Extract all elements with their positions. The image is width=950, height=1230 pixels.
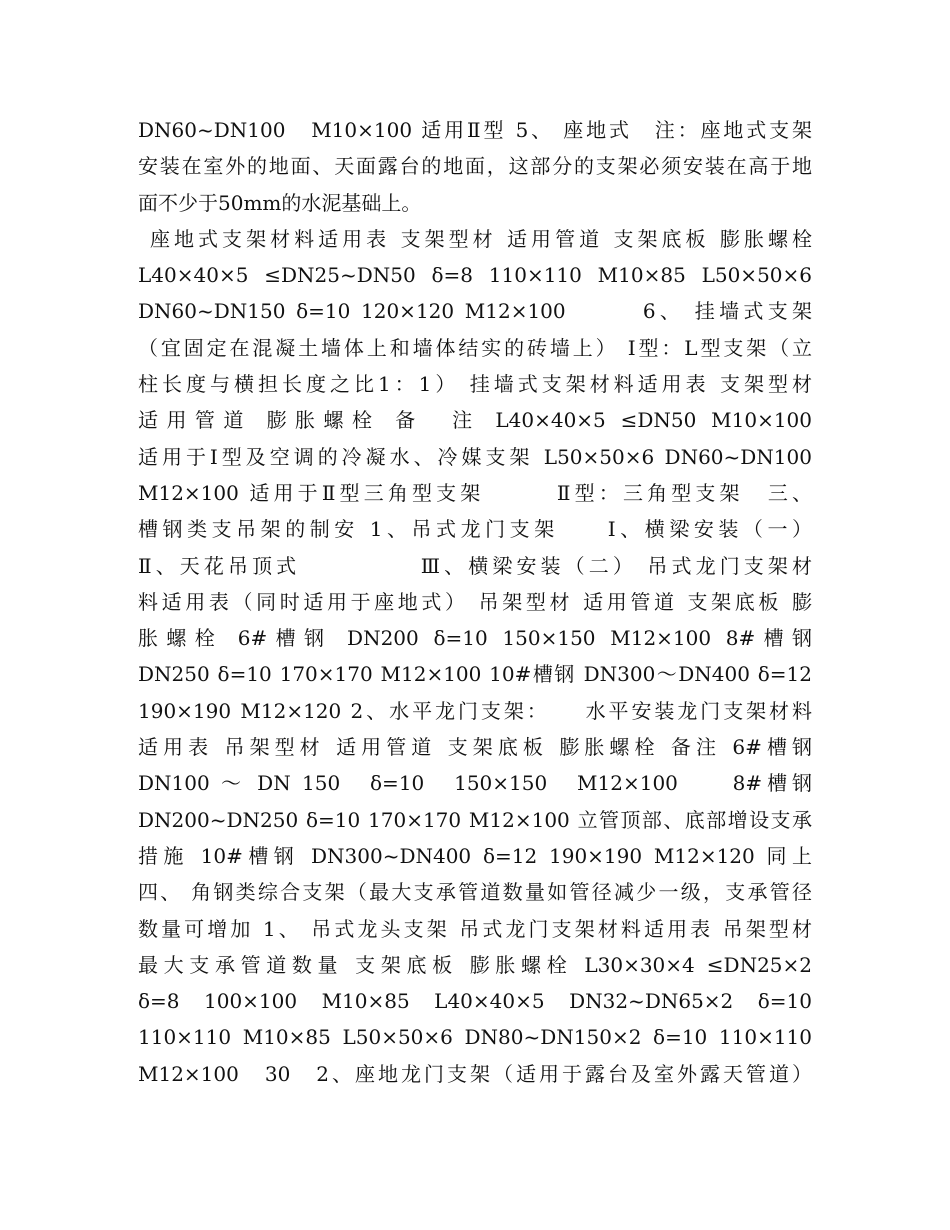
text-line: M12×100 30 2、座地龙门支架（适用于露台及室外露天管道） — [138, 1061, 812, 1086]
text-line: 座地式支架材料适用表 支架型材 适用管道 支架底板 膨胀螺栓 — [150, 226, 812, 251]
text-line: DN60~DN150 δ=10 120×120 M12×100 6、 挂墙式支架 — [138, 299, 812, 324]
text-line: M12×100 适用于Ⅱ型三角型支架 Ⅱ型：三角型支架 三、 — [138, 480, 812, 505]
text-line: 四、 角钢类综合支架（最大支承管道数量如管径减少一级，支承管径 — [138, 880, 812, 905]
text-line: 柱长度与横担长度之比1：1） 挂墙式支架材料适用表 支架型材 — [138, 372, 812, 397]
text-line: Ⅱ、天花吊顶式 Ⅲ、横梁安装（二） 吊式龙门支架材 — [138, 553, 812, 578]
text-line: 适用表 吊架型材 适用管道 支架底板 膨胀螺栓 备注 6#槽钢 — [138, 735, 812, 760]
text-line: 数量可增加 1、 吊式龙头支架 吊式龙门支架材料适用表 吊架型材 — [138, 916, 812, 941]
text-line: DN250 δ=10 170×170 M12×100 10#槽钢 DN300～DN400 δ=12 — [138, 662, 812, 687]
text-line: DN100 ～ DN 150 δ=10 150×150 M12×100 8#槽钢 — [138, 771, 812, 796]
text-line: 适用于Ⅰ型及空调的冷凝水、冷媒支架 L50×50×6 DN60~DN100 — [138, 444, 812, 469]
body-text — [138, 112, 812, 1092]
text-line: 胀螺栓 6#槽钢 DN200 δ=10 150×150 M12×100 8#槽钢 — [138, 626, 812, 651]
text-line: DN60~DN100 M10×100 适用Ⅱ型 5、 座地式 注：座地式支架 — [138, 118, 812, 142]
text-line: 槽钢类支吊架的制安 1、吊式龙门支架 Ⅰ、横梁安装（一） — [138, 517, 812, 542]
text-line: 190×190 M12×120 2、水平龙门支架： 水平安装龙门支架材料 — [138, 698, 812, 723]
text-line: 措施 10#槽钢 DN300~DN400 δ=12 190×190 M12×120 同上 — [138, 843, 812, 868]
text-line: 110×110 M10×85 L50×50×6 DN80~DN150×2 δ=10 110×110 — [138, 1025, 812, 1050]
text-line: 面不少于50mm的水泥基础上。 — [138, 190, 422, 215]
text-line: 最大支承管道数量 支架底板 膨胀螺栓 L30×30×4 ≤DN25×2 — [138, 952, 812, 977]
text-line: δ=8 100×100 M10×85 L40×40×5 DN32~DN65×2 δ=10 — [138, 989, 812, 1014]
text-line: L40×40×5 ≤DN25~DN50 δ=8 110×110 M10×85 L50×50×6 — [138, 263, 812, 288]
text-line: DN200~DN250 δ=10 170×170 M12×100 立管顶部、底部增设支承 — [138, 807, 812, 832]
text-line: 料适用表（同时适用于座地式） 吊架型材 适用管道 支架底板 膨 — [138, 589, 812, 614]
text-line: （宜固定在混凝土墙体上和墙体结实的砖墙上） Ⅰ型：L型支架（立 — [138, 335, 812, 360]
text-line: 安装在室外的地面、天面露台的地面，这部分的支架必须安装在高于地 — [138, 154, 812, 179]
text-line: 适用管道 膨胀螺栓 备 注 L40×40×5 ≤DN50 M10×100 — [138, 408, 812, 433]
